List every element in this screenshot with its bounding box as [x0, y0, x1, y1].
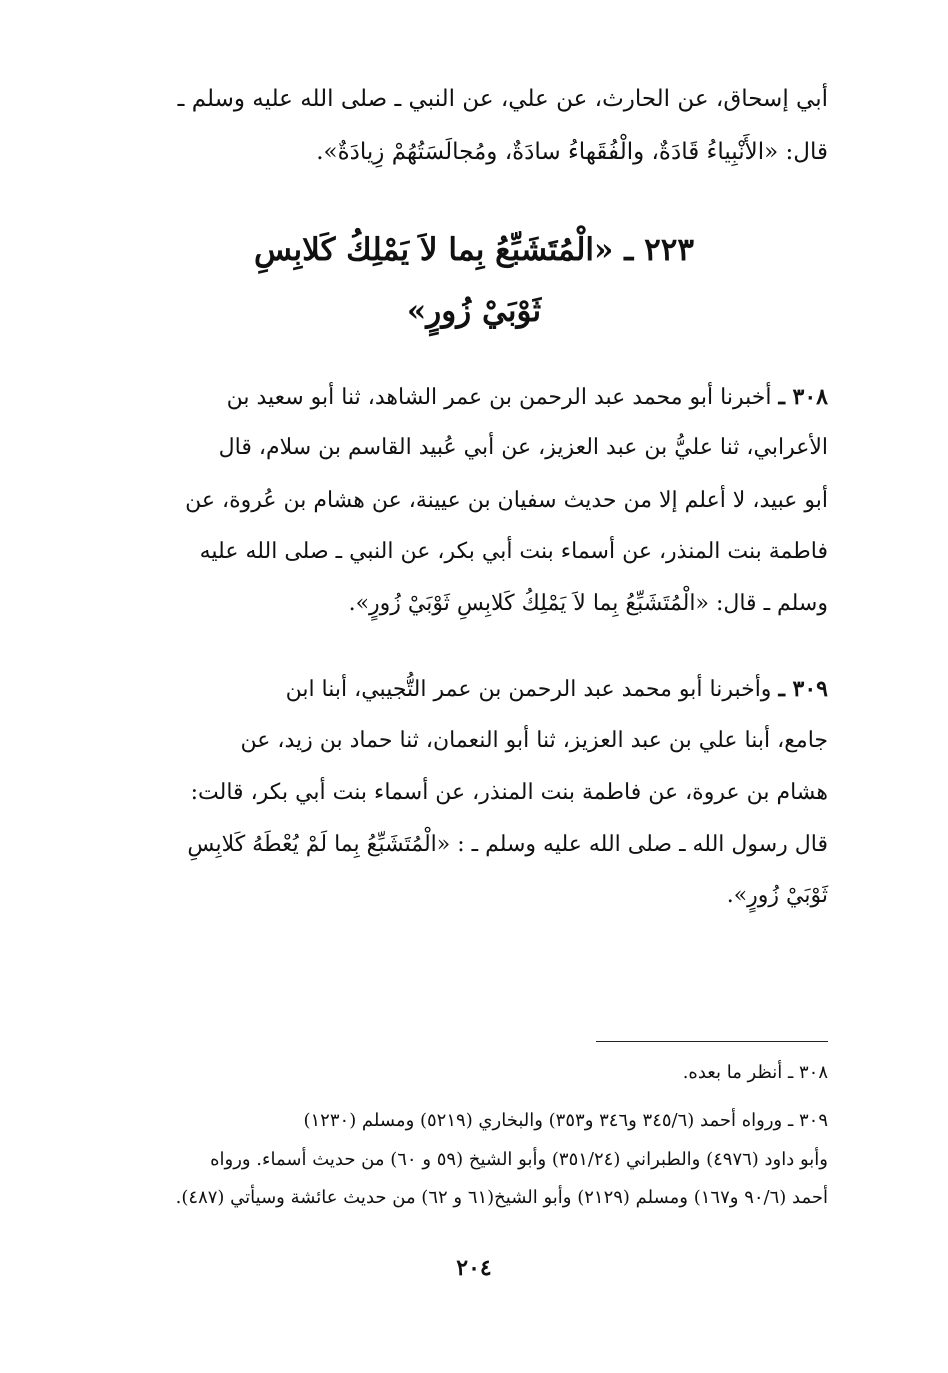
entry-308-text-1: أخبرنا أبو محمد عبد الرحمن بن عمر الشاهد، ثنا أبو سعيد بن — [226, 385, 772, 410]
chapter-heading-line-1 — [0, 232, 948, 268]
entry-309-line-1 — [286, 676, 828, 702]
footnote-309-line-2: وأبو داود (٤٩٧٦) والطبراني (٣٥١/٢٤) وأبو الشيخ (٥٩ و ٦٠) من حديث أسماء. ورواه — [210, 1149, 828, 1170]
page-number: ٢٠٤ — [456, 1255, 492, 1281]
intro-line-1: أبي إسحاق، عن الحارث، عن علي، عن النبي ـ صلى الله عليه وسلم ـ — [177, 86, 828, 112]
chapter-number: ٢٢٣ ـ — [624, 232, 695, 268]
entry-309-line-4: قال رسول الله ـ صلى الله عليه وسلم ـ : «الْمُتَشَبِّعُ بِما لَمْ يُعْطَهُ كَلابِسِ — [187, 832, 828, 857]
footnote-309-line-1: ٣٠٩ ـ ورواه أحمد (٣٤٥/٦ و٣٤٦ و٣٥٣) والبخاري (٥٢١٩) ومسلم (١٢٣٠) — [303, 1110, 828, 1131]
entry-308-line-2: الأعرابي، ثنا عليُّ بن عبد العزيز، عن أبي عُبيد القاسم بن سلام، قال — [218, 435, 828, 460]
entry-309-line-5: ثَوْبَيْ زُورٍ». — [726, 883, 828, 908]
chapter-title-part-1: «الْمُتَشَبِّعُ بِما لاَ يَمْلِكُ كَلابِسِ — [253, 232, 614, 268]
entry-308-line-4: فاطمة بنت المنذر، عن أسماء بنت أبي بكر، عن النبي ـ صلى الله عليه — [199, 539, 828, 564]
entry-308-number: ٣٠٨ ـ — [778, 384, 828, 410]
entry-308-line-5: وسلم ـ قال: «الْمُتَشَبِّعُ بِما لاَ يَمْلِكُ كَلابِسِ ثَوْبَيْ زُورٍ». — [348, 591, 828, 616]
footnote-separator — [596, 1041, 828, 1042]
entry-309-text-1: وأخبرنا أبو محمد عبد الرحمن بن عمر التُّجيبي، أبنا ابن — [285, 677, 772, 702]
intro-line-2: قال: «الأَنْبِياءُ قَادَةٌ، والْفُقَهاءُ سادَةٌ، ومُجالَسَتُهُمْ زِيادَةٌ». — [316, 139, 828, 165]
entry-309-line-3: هشام بن عروة، عن فاطمة بنت المنذر، عن أسماء بنت أبي بكر، قالت: — [190, 780, 828, 805]
entry-309-line-2: جامع، أبنا علي بن عبد العزيز، ثنا أبو النعمان، ثنا حماد بن زيد، عن — [240, 728, 828, 753]
footnote-308: ٣٠٨ ـ أنظر ما بعده. — [682, 1062, 828, 1083]
entry-308-line-1 — [227, 384, 828, 410]
entry-309-number: ٣٠٩ ـ — [778, 676, 828, 702]
entry-308-line-3: أبو عبيد، لا أعلم إلا من حديث سفيان بن عيينة، عن هشام بن عُروة، عن — [185, 488, 828, 513]
footnote-309-line-3: أحمد (٩٠/٦ و١٦٧) ومسلم (٢١٢٩) وأبو الشيخ(٦١ و ٦٢) من حديث عائشة وسيأتي (٤٨٧). — [175, 1187, 828, 1208]
chapter-heading-line-2: ثَوْبَيْ زُورٍ» — [406, 293, 542, 329]
